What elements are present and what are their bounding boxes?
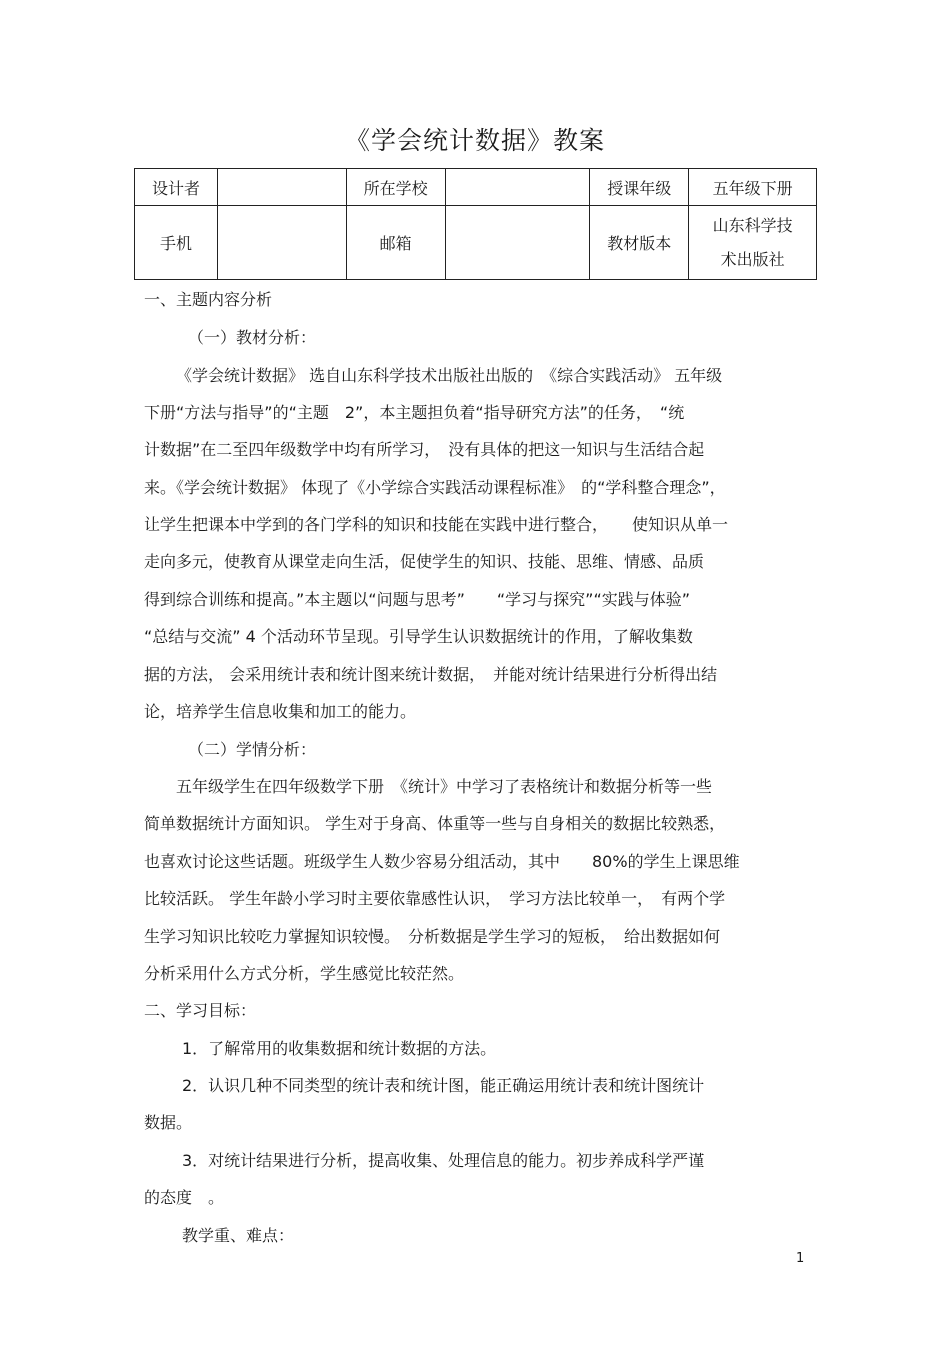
section-heading-2: 二、学习目标： [144, 1001, 257, 1020]
designer-value [217, 169, 346, 206]
email-label: 邮箱 [346, 206, 445, 280]
email-value [445, 206, 590, 280]
paragraph-line: 计数据”在二至四年级数学中均有所学习， 没有具体的把这一知识与生活结合起 [144, 440, 705, 459]
paragraph-line: 也喜欢讨论这些话题。班级学生人数少容易分组活动，其中 80%的学生上课思维 [144, 852, 740, 871]
grade-value: 五年级下册 [689, 169, 817, 206]
goal-item-3-continued: 的态度 。 [144, 1188, 225, 1207]
section-heading-1: 一、主题内容分析 [144, 290, 273, 309]
edition-value-line-2: 术出版社 [720, 249, 785, 269]
paragraph-line: 分析采用什么方式分析，学生感觉比较茫然。 [144, 964, 465, 983]
phone-label: 手机 [135, 206, 218, 280]
paragraph-line: 下册“方法与指导”的“主题 2”，本主题担负着“指导研究方法”的任务， “统 [144, 403, 685, 422]
grade-label: 授课年级 [590, 169, 689, 206]
paragraph-line: 得到综合训练和提高。”本主题以“问题与思考” “学习与探究”“实践与体验” [144, 590, 691, 609]
paragraph-line: 五年级学生在四年级数学下册 《统计》中学习了表格统计和数据分析等一些 [176, 777, 713, 796]
paragraph-line: 简单数据统计方面知识。 学生对于身高、体重等一些与自身相关的数据比较熟悉， [144, 814, 726, 833]
subsection-heading-learners: （二）学情分析： [188, 740, 317, 759]
paragraph-line: 《学会统计数据》 选自山东科学技术出版社出版的 《综合实践活动》 五年级 [176, 366, 723, 385]
info-row-2 [135, 206, 817, 280]
key-points-heading: 教学重、难点： [182, 1226, 295, 1245]
goal-item-2-continued: 数据。 [144, 1113, 193, 1132]
edition-value-line-1: 山东科学技 [712, 215, 793, 235]
paragraph-line: 来。《学会统计数据》 体现了《小学综合实践活动课程标准》 的“学科整合理念”， [144, 478, 726, 497]
edition-value [689, 206, 817, 280]
paragraph-line: 生学习知识比较吃力掌握知识较慢。 分析数据是学生学习的短板， 给出数据如何 [144, 927, 721, 946]
phone-value [217, 206, 346, 280]
paragraph-line: 让学生把课本中学到的各门学科的知识和技能在实践中进行整合， 使知识从单一 [144, 515, 729, 534]
designer-label: 设计者 [135, 169, 218, 206]
goal-item-3: 3．对统计结果进行分析，提高收集、处理信息的能力。初步养成科学严谨 [182, 1151, 705, 1170]
paragraph-line: “总结与交流” 4 个活动环节呈现。引导学生认识数据统计的作用，了解收集数 [144, 627, 693, 646]
school-value [445, 169, 590, 206]
paragraph-line: 据的方法， 会采用统计表和统计图来统计数据， 并能对统计结果进行分析得出结 [144, 665, 718, 684]
document-title: 《学会统计数据》教案 [344, 126, 605, 155]
edition-label: 教材版本 [590, 206, 689, 280]
paragraph-line: 论，培养学生信息收集和加工的能力。 [144, 702, 417, 721]
subsection-heading-textbook: （一）教材分析： [188, 328, 317, 347]
school-label: 所在学校 [346, 169, 445, 206]
paragraph-line: 比较活跃。 学生年龄小学习时主要依靠感性认识， 学习方法比较单一， 有两个学 [144, 889, 726, 908]
info-row-1 [135, 169, 817, 206]
goal-item-1: 1．了解常用的收集数据和统计数据的方法。 [182, 1039, 497, 1058]
paragraph-line: 走向多元，使教育从课堂走向生活，促使学生的知识、技能、思维、情感、品质 [144, 552, 705, 571]
page-number: 1 [796, 1251, 805, 1266]
goal-item-2: 2．认识几种不同类型的统计表和统计图，能正确运用统计表和统计图统计 [182, 1076, 705, 1095]
info-table [134, 168, 817, 280]
